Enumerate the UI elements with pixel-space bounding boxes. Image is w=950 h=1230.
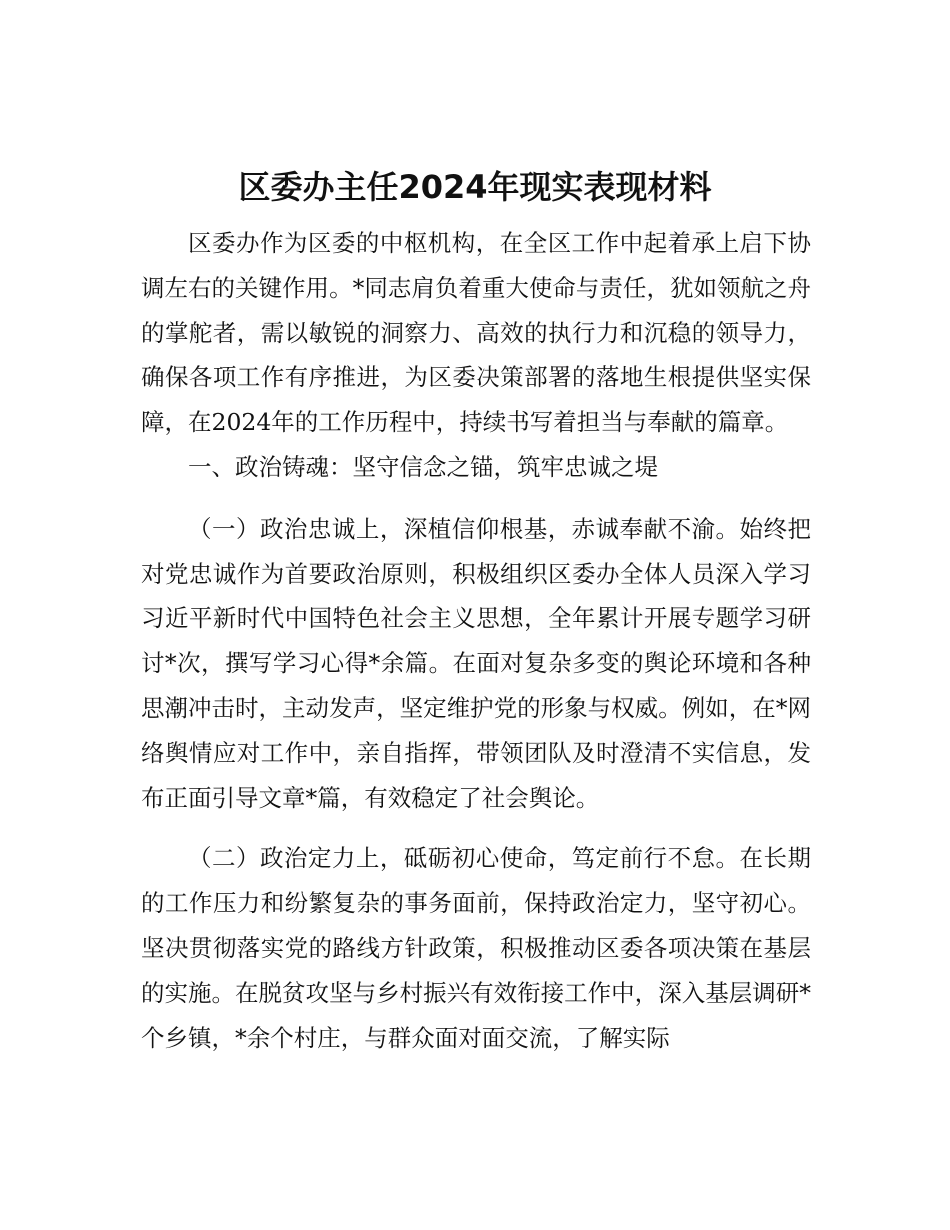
intro-paragraph: 区委办作为区委的中枢机构，在全区工作中起着承上启下协调左右的关键作用。*同志肩负着重大使命与责任，犹如领航之舟的掌舵者，需以敏锐的洞察力、高效的执行力和沉稳的领导力，确保各项工作有序推进，为区委决策部署的落地生根提供坚实保障，在2024年的工作历程中，持续书写着担当与奉献的篇章。	[141, 229, 811, 437]
body-paragraph-2: （二）政治定力上，砥砺初心使命，笃定前行不怠。在长期的工作压力和纷繁复杂的事务面前，保持政治定力，坚守初心。坚决贯彻落实党的路线方针政策，积极推动区委各项决策在基层的实施。在脱贫攻坚与乡村振兴有效衔接工作中，深入基层调研*个乡镇，*余个村庄，与群众面对面交流，了解实际	[141, 844, 811, 1052]
section-heading: 一、政治铸魂：坚守信念之锚，筑牢忠诚之堤	[188, 452, 658, 481]
body-paragraph-1: （一）政治忠诚上，深植信仰根基，赤诚奉献不渝。始终把对党忠诚作为首要政治原则，积极组织区委办全体人员深入学习习近平新时代中国特色社会主义思想，全年累计开展专题学习研讨*次，撰写学习心得*余篇。在面对复杂多变的舆论环境和各种思潮冲击时，主动发声，坚定维护党的形象与权威。例如，在*网络舆情应对工作中，亲自指挥，带领团队及时澄清不实信息，发布正面引导文章*篇，有效稳定了社会舆论。	[141, 514, 811, 812]
document-title: 区委办主任2024年现实表现材料	[238, 168, 712, 206]
document-body	[141, 221, 811, 1060]
